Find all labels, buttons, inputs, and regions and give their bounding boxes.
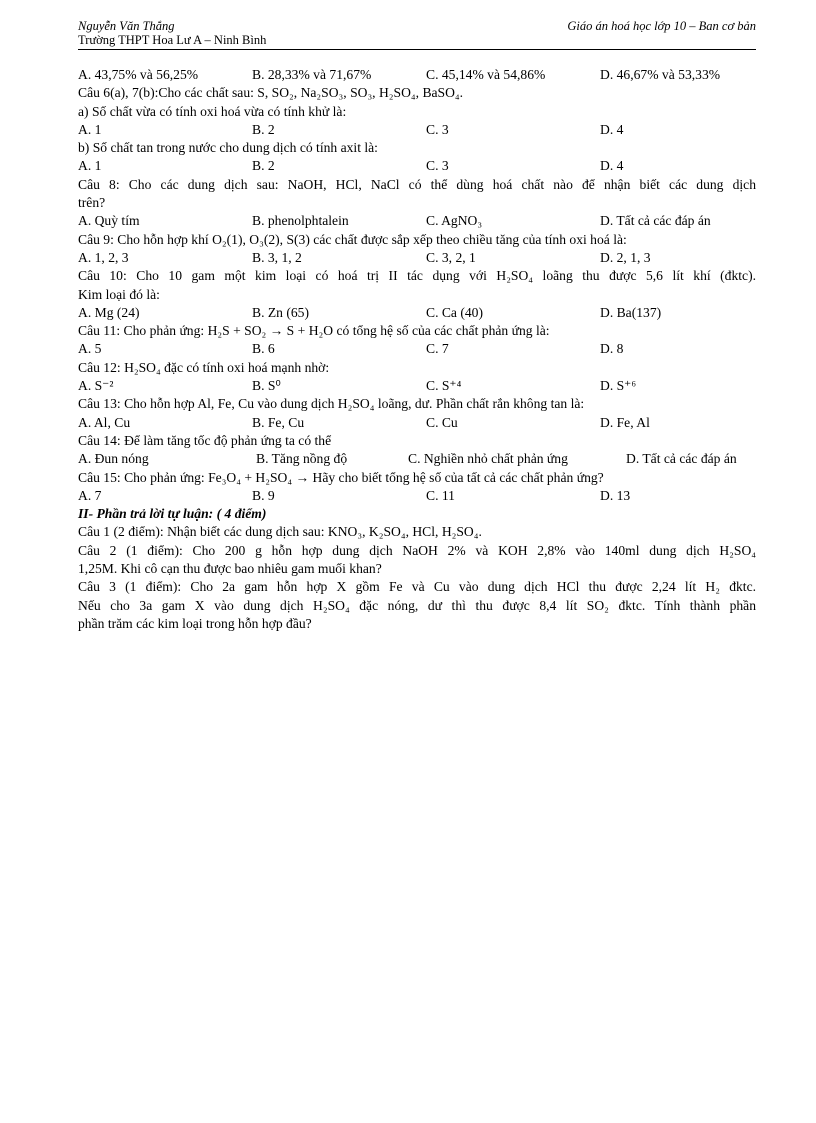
q11-stem: Câu 11: Cho phản ứng: H₂S + SO₂ → S + H₂O có tổng hệ số của các chất phản ứng là: — [78, 323, 550, 339]
q12-options — [78, 377, 756, 395]
option-d: D. 46,67% và 53,33% — [600, 67, 721, 82]
option-a: A. 43,75% và 56,25% — [78, 67, 199, 82]
option-c: C. S⁺⁴ — [426, 378, 462, 394]
option-b: B. Zn (65) — [252, 304, 310, 320]
q11-options — [78, 340, 756, 358]
option-b: B. 2 — [252, 158, 275, 174]
option-c: C. 3 — [426, 158, 449, 174]
option-a: A. Al, Cu — [78, 414, 131, 430]
option-c: C. Nghiền nhỏ chất phản ứng — [408, 451, 568, 467]
essay-q3-line2: Nếu cho 3a gam X vào dung dịch H₂SO₄ đặc nóng, dư thì thu được 8,4 lít SO₂ đktc. Tính thành phần — [78, 597, 756, 613]
option-b: B. Tăng nồng độ — [256, 451, 348, 467]
page-header — [78, 19, 756, 50]
option-b: B. 2 — [252, 121, 275, 137]
option-d: D. Ba(137) — [600, 304, 662, 320]
option-b: B. 28,33% và 71,67% — [252, 67, 372, 82]
q10-options — [78, 304, 756, 322]
q8-line1: Câu 8: Cho các dung dịch sau: NaOH, HCl, NaCl có thể dùng hoá chất nào để nhận biết các dung dịch — [78, 176, 756, 192]
header-left — [78, 19, 266, 47]
option-b: B. 9 — [252, 487, 275, 503]
q9-stem: Câu 9: Cho hỗn hợp khí O₂(1), O₃(2), S(3) các chất được sắp xếp theo chiều tăng của tính oxi hoá là: — [78, 231, 627, 247]
option-c: C. 45,14% và 54,86% — [426, 67, 546, 82]
option-b: B. 6 — [252, 341, 275, 357]
q6-stem: Câu 6(a), 7(b):Cho các chất sau: S, SO₂, Na₂SO₃, SO₃, H₂SO₄, BaSO₄. — [78, 85, 464, 101]
document-body — [78, 66, 756, 633]
option-a: A. S⁻² — [78, 378, 114, 394]
essay-q2-line1: Câu 2 (1 điểm): Cho 200 g hỗn hợp dung dịch NaOH 2% và KOH 2,8% vào 140ml dung dịch H₂SO₄ — [78, 542, 756, 558]
option-b: B. phenolphtalein — [252, 213, 349, 229]
q14-options — [78, 450, 756, 468]
option-a: A. Mg (24) — [78, 304, 140, 320]
option-c: C. 11 — [426, 487, 455, 503]
essay-q3-line1: Câu 3 (1 điểm): Cho 2a gam hỗn hợp X gồm Fe và Cu vào dung dịch HCl thu được 2,24 lít H₂ đktc. — [78, 579, 756, 595]
q10-line1: Câu 10: Cho 10 gam một kim loại có hoá trị II tác dụng với H₂SO₄ loãng thu được 5,6 lít khí (đktc). — [78, 268, 756, 284]
option-a: A. 5 — [78, 341, 102, 357]
q13-stem: Câu 13: Cho hỗn hợp Al, Fe, Cu vào dung dịch H₂SO₄ loãng, dư. Phần chất rắn không tan là: — [78, 396, 585, 412]
q8-line2: trên? — [78, 195, 106, 211]
option-d: D. Fe, Al — [600, 414, 650, 430]
option-d: D. 4 — [600, 158, 624, 174]
q6a-text: a) Số chất vừa có tính oxi hoá vừa có tính khử là: — [78, 103, 347, 119]
option-a: A. 1 — [78, 158, 102, 174]
q6b-options — [78, 157, 756, 175]
option-d: D. 4 — [600, 121, 624, 137]
option-b: B. S⁰ — [252, 378, 281, 394]
author-name: Nguyễn Văn Thắng — [78, 19, 175, 33]
q8-options — [78, 212, 756, 230]
option-c: C. 3 — [426, 121, 449, 137]
q12-stem: Câu 12: H₂SO₄ đặc có tính oxi hoá mạnh nhờ: — [78, 359, 330, 375]
option-d: D. 2, 1, 3 — [600, 249, 651, 265]
option-d: D. Tất cả các đáp án — [626, 451, 737, 467]
option-d: D. Tất cả các đáp án — [600, 213, 711, 229]
option-b: B. 3, 1, 2 — [252, 249, 302, 265]
option-d: D. 13 — [600, 487, 631, 503]
q10-line2: Kim loại đó là: — [78, 286, 160, 302]
q9-options — [78, 249, 756, 267]
option-b: B. Fe, Cu — [252, 414, 305, 430]
option-a: A. 1 — [78, 121, 102, 137]
essay-q2-line2: 1,25M. Khi cô cạn thu được bao nhiêu gam muối khan? — [78, 561, 382, 577]
option-a: A. Quỳ tím — [78, 213, 140, 229]
q13-options — [78, 414, 756, 432]
option-a: A. 1, 2, 3 — [78, 249, 129, 265]
option-c: C. AgNO₃ — [426, 213, 483, 229]
option-c: C. 3, 2, 1 — [426, 249, 476, 265]
option-c: C. Ca (40) — [426, 304, 484, 320]
document-title: Giáo án hoá học lớp 10 – Ban cơ bản — [567, 19, 756, 33]
option-c: C. Cu — [426, 414, 458, 430]
option-d: D. S⁺⁶ — [600, 378, 637, 394]
option-a: A. Đun nóng — [78, 451, 149, 467]
q15-options — [78, 487, 756, 505]
option-d: D. 8 — [600, 341, 624, 357]
q5-options — [78, 66, 756, 84]
option-c: C. 7 — [426, 341, 449, 357]
q6b-text: b) Số chất tan trong nước cho dung dịch có tính axit là: — [78, 140, 378, 156]
q15-stem: Câu 15: Cho phản ứng: Fe₃O₄ + H₂SO₄ → Hãy cho biết tổng hệ số của tất cả các chất phản ứng? — [78, 469, 604, 485]
q6a-options — [78, 121, 756, 139]
school-name: Trường THPT Hoa Lư A – Ninh Bình — [78, 33, 267, 47]
essay-q1: Câu 1 (2 điểm): Nhận biết các dung dịch sau: KNO₃, K₂SO₄, HCl, H₂SO₄. — [78, 524, 482, 540]
q14-stem: Câu 14: Để làm tăng tốc độ phản ứng ta có thể — [78, 432, 332, 448]
option-a: A. 7 — [78, 487, 102, 503]
essay-q3-line3: phần trăm các kim loại trong hỗn hợp đầu? — [78, 615, 312, 631]
part2-title: II- Phần trả lời tự luận: ( 4 điểm) — [78, 506, 267, 522]
